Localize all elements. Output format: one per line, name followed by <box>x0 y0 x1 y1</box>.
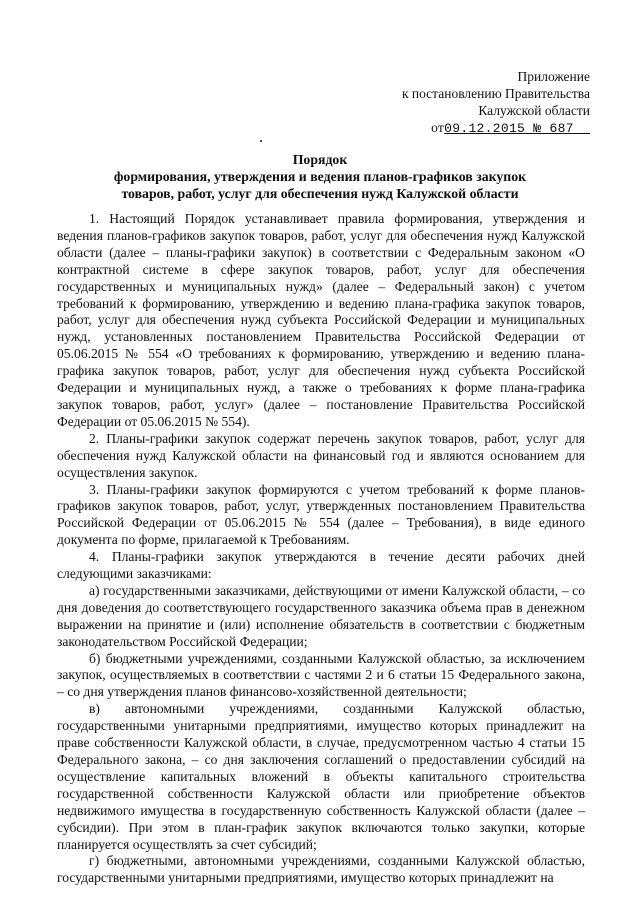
annex-label: Приложение <box>517 69 590 84</box>
document-title <box>40 151 600 202</box>
paragraph-4c: в) автономными учреждениями, созданными Калужской областью, государственными унитарными предприятиями, имущество которых принадлежит на праве собственности Калужской области, в случае, предусмотренном частью 4 статьи 15 Федерального закона, – со дня заключения соглашений о предоставлении субсидий на осуществление капитальных вложений в объекты капитального строительства государственной собственности Калужской области или приобретение объектов недвижимого имущества в государственную собственность Калужской области (далее – субсидии). При этом в план-график закупок включаются только закупки, которые планируется осуществлять за счет субсидий; <box>57 701 585 852</box>
scan-speck <box>260 140 262 142</box>
title-line-2: формирования, утверждения и ведения планов-графиков закупок <box>113 169 527 184</box>
annex-decree-line: к постановлению Правительства <box>401 86 590 101</box>
document-body <box>57 211 585 887</box>
paragraph-1: 1. Настоящий Порядок устанавливает правила формирования, утверждения и ведения планов-графиков закупок товаров, работ, услуг для обеспечения нужд Калужской области (далее – планы-графики закупок) в соответствии с Федеральным законом «О контрактной системе в сфере закупок товаров, работ, услуг для обеспечения государственных и муниципальных нужд» (далее – Федеральный закон) с учетом требований к формированию, утверждению и ведению плана-графика закупок товаров, работ, услуг для обеспечения нужд субъекта Российской Федерации и муниципальных нужд, установленных постановлением Правительства Российской Федерации от 05.06.2015 № 554 «О требованиях к формированию, утверждению и ведению плана-графика закупок товаров, работ, услуг для обеспечения нужд субъекта Российской Федерации и муниципальных нужд, а также о требованиях к форме плана-графика закупок товаров, работ, услуг» (далее – постановление Правительства Российской Федерации от 05.06.2015 № 554). <box>57 211 585 429</box>
paragraph-4a: а) государственными заказчиками, действующими от имени Калужской области, – со дня доведения до соответствующего государственного заказчика объема прав в денежном выражении на принятие и (или) исполнение обязательств в соответствии с бюджетным законодательством Российской Федерации; <box>57 582 585 649</box>
paragraph-2: 2. Планы-графики закупок содержат перечень закупок товаров, работ, услуг для обеспечения нужд Калужской области на финансовый год и являются основанием для осуществления закупок. <box>57 430 585 480</box>
paragraph-4: 4. Планы-графики закупок утверждаются в течение десяти рабочих дней следующими заказчиками: <box>57 549 585 582</box>
annex-date-line <box>340 119 590 137</box>
paragraph-3: 3. Планы-графики закупок формируются с учетом требований к форме планов-графиков закупок товаров, работ, услуг, утвержденных постановлением Правительства Российской Федерации от 05.06.2015 № 554 (далее – Требования), в виде единого документа по форме, прилагаемой к Требованиям. <box>57 481 585 548</box>
paragraph-4d: г) бюджетными, автономными учреждениями, созданными Калужской областью, государственными унитарными предприятиями, имущество которых принадлежит на <box>57 853 585 886</box>
title-line-1: Порядок <box>292 152 348 167</box>
decree-date: 09.12.2015 <box>444 121 526 136</box>
decree-number: 687 <box>549 121 574 136</box>
paragraph-4b: б) бюджетными учреждениями, созданными Калужской областью, за исключением закупок, осуществляемых в соответствии с частями 2 и 6 статьи 15 Федерального закона, – со дня утверждения планов финансово-хозяйственной деятельности; <box>57 650 585 700</box>
date-prefix: от <box>431 120 445 135</box>
annex-region-line: Калужской области <box>478 103 590 118</box>
annex-header <box>340 68 590 137</box>
number-sign: № <box>533 121 542 136</box>
title-line-3: товаров, работ, услуг для обеспечения нужд Калужской области <box>121 186 519 201</box>
